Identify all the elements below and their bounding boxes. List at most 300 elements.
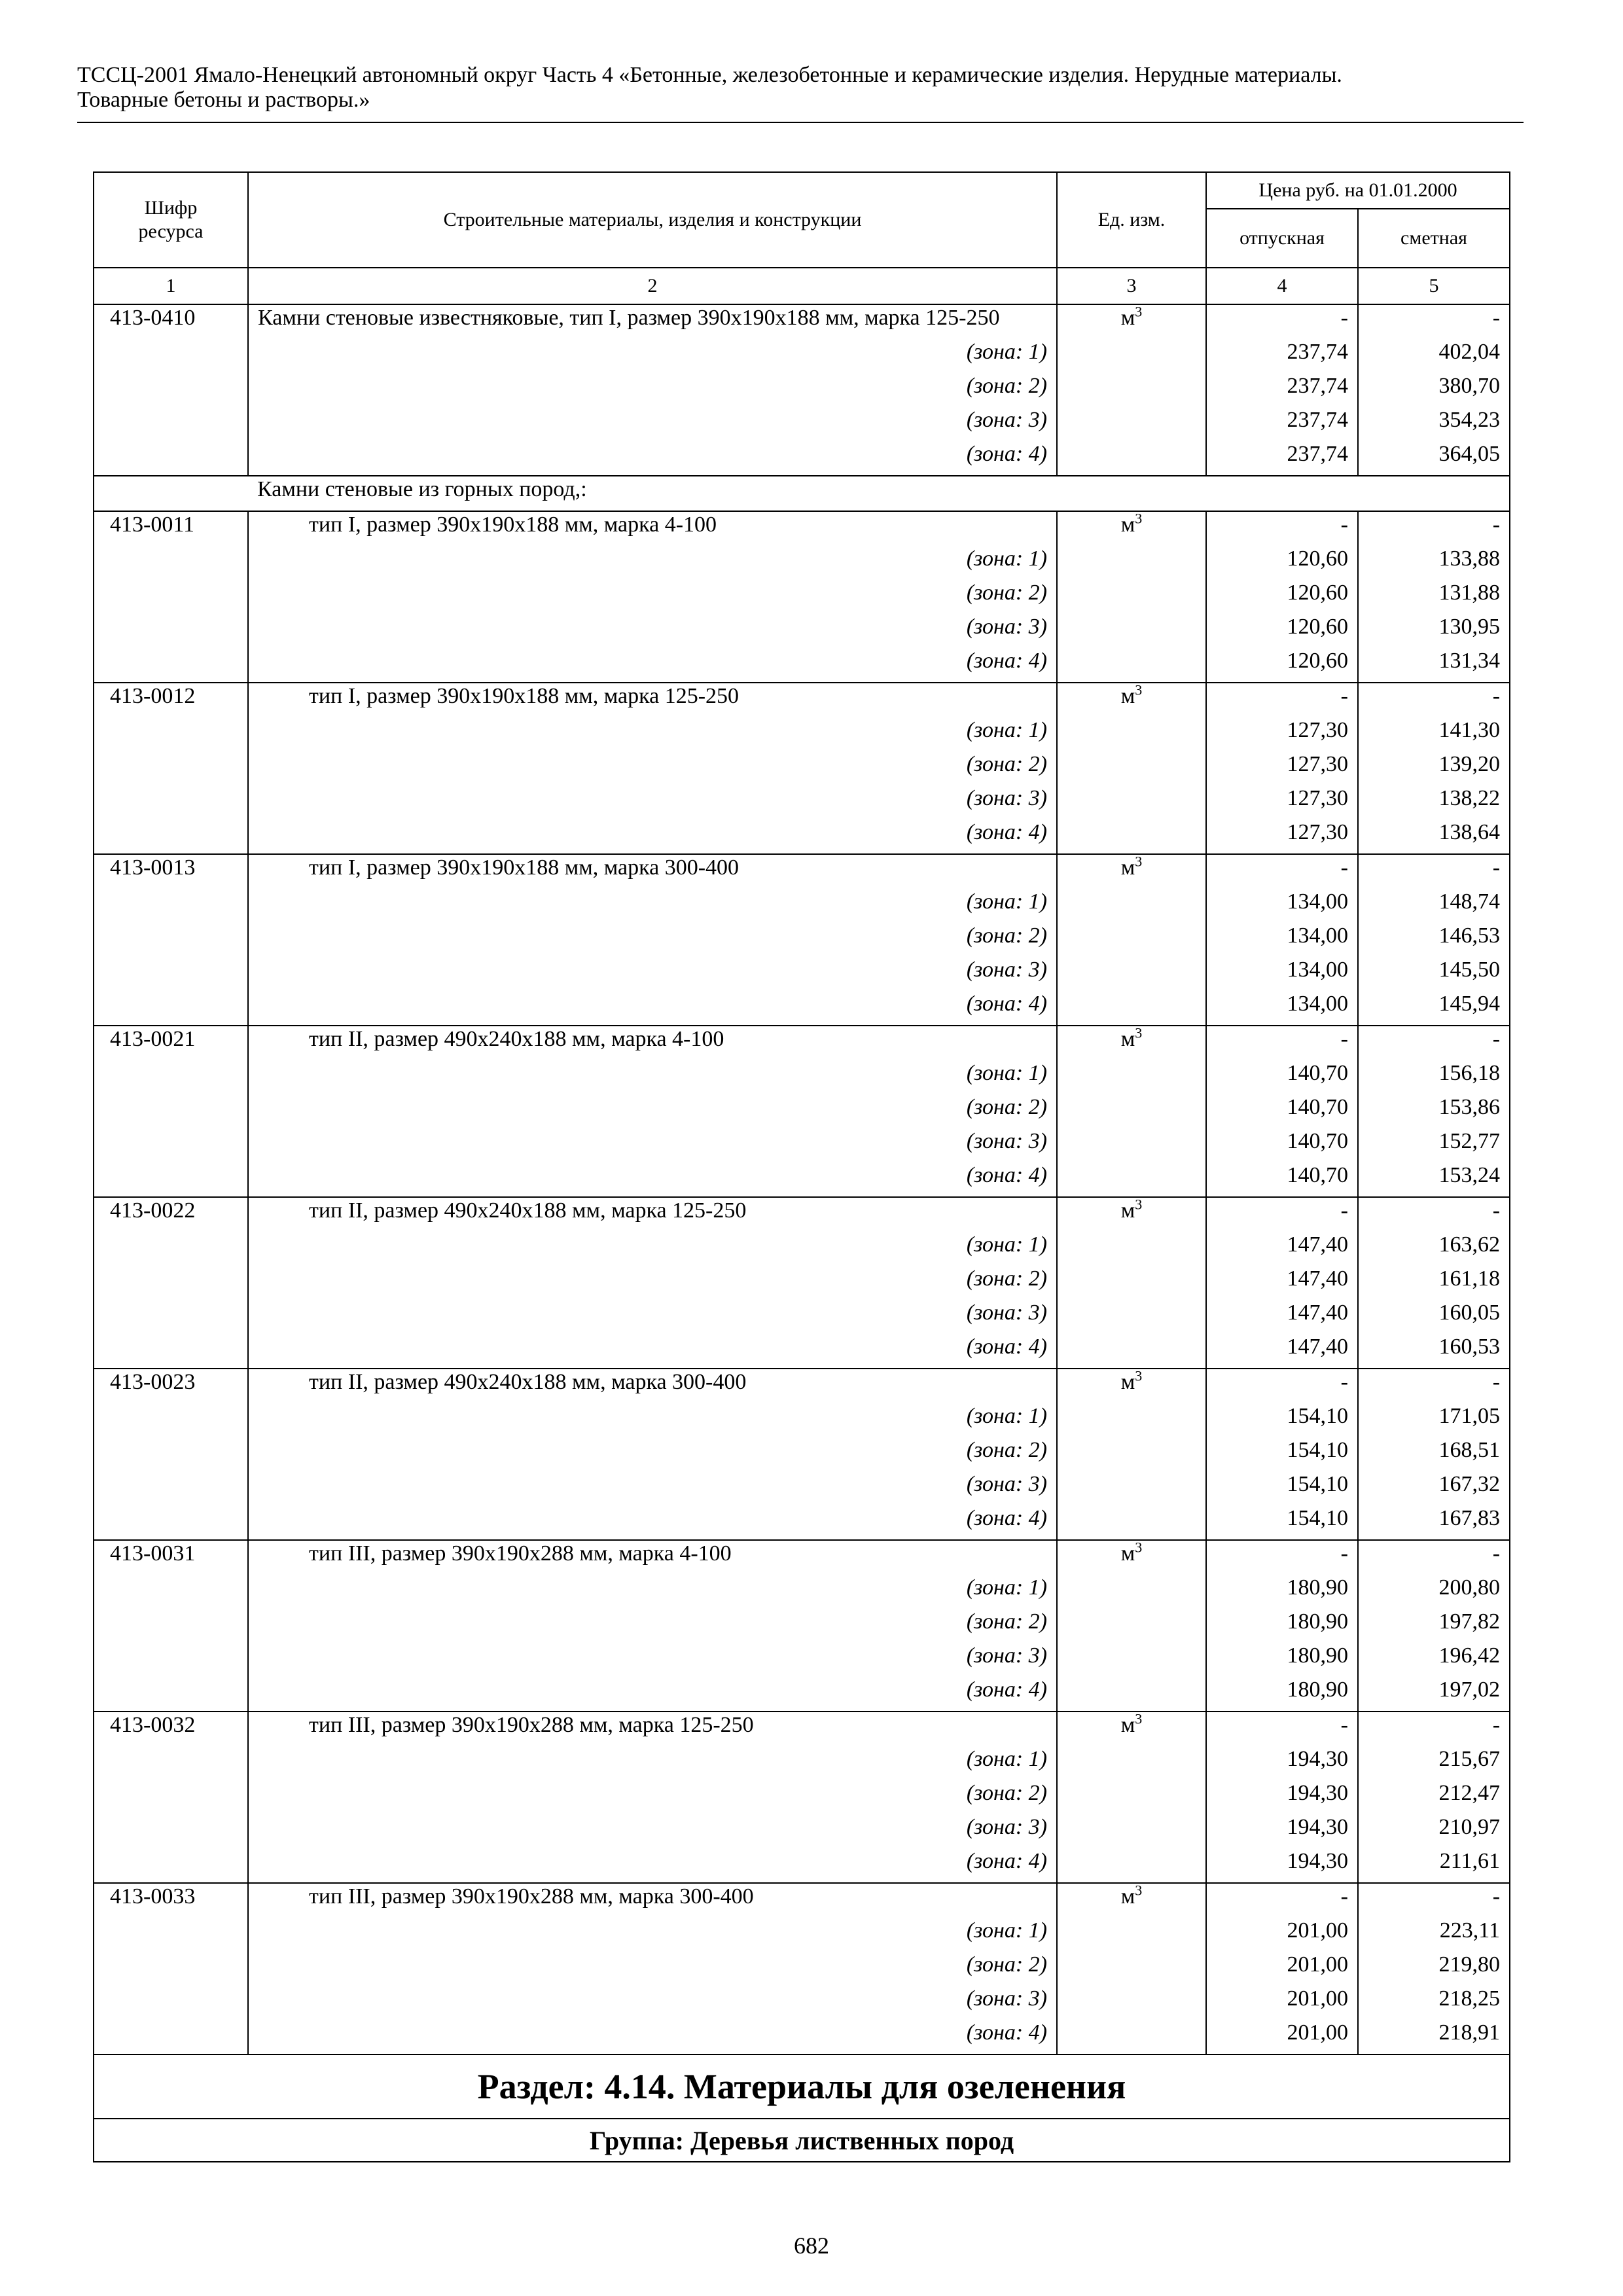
section-title: Раздел: 4.14. Материалы для озеленения [94,2054,1510,2119]
empty-code-cell [94,1232,248,1266]
estimate-price: - [1358,854,1510,889]
zone-label: (зона: 2) [248,1437,1057,1471]
zone-label: (зона: 3) [248,957,1057,991]
zone-label: (зона: 3) [248,1814,1057,1848]
zone-row [94,441,1510,476]
zone-row [94,1609,1510,1643]
material-name: тип II, размер 490х240х188 мм, марка 125-250 [248,1197,1057,1232]
empty-code-cell [94,1986,248,2020]
empty-unit-cell [1057,339,1206,373]
empty-code-cell [94,1403,248,1437]
zone-row [94,889,1510,923]
release-price: 180,90 [1206,1643,1358,1677]
estimate-price: 218,91 [1358,2020,1510,2054]
zone-label: (зона: 1) [248,546,1057,580]
unit-cell [1057,683,1206,717]
empty-unit-cell [1057,1232,1206,1266]
estimate-price: 171,05 [1358,1403,1510,1437]
zone-label: (зона: 2) [248,751,1057,785]
empty-code-cell [94,339,248,373]
release-price: 201,00 [1206,1952,1358,1986]
column-number: 4 [1206,268,1358,304]
empty-code-cell [94,1643,248,1677]
zone-label: (зона: 4) [248,1162,1057,1197]
zone-label: (зона: 2) [248,1094,1057,1128]
empty-unit-cell [1057,407,1206,441]
header-line-1: ТССЦ-2001 Ямало-Ненецкий автономный округ Часть 4 «Бетонные, железобетонные и керамические изделия. Нерудные материалы. [77,63,1342,87]
empty-code-cell [94,2020,248,2054]
zone-row [94,1266,1510,1300]
zone-label: (зона: 1) [248,717,1057,751]
zone-row [94,546,1510,580]
table-body [94,304,1510,2054]
empty-code-cell [94,1471,248,1505]
empty-unit-cell [1057,1266,1206,1300]
empty-code-cell [94,1918,248,1952]
empty-code-cell [94,1848,248,1883]
release-price: - [1206,1540,1358,1575]
estimate-price: 146,53 [1358,923,1510,957]
unit-power: 3 [1135,510,1143,527]
estimate-price: 168,51 [1358,1437,1510,1471]
zone-row [94,1403,1510,1437]
empty-unit-cell [1057,614,1206,648]
empty-unit-cell [1057,1848,1206,1883]
empty-unit-cell [1057,1334,1206,1369]
estimate-price: 131,34 [1358,648,1510,683]
estimate-price: 210,97 [1358,1814,1510,1848]
zone-label: (зона: 4) [248,819,1057,854]
zone-row [94,819,1510,854]
estimate-price: 138,22 [1358,785,1510,819]
release-price: 127,30 [1206,819,1358,854]
release-price: - [1206,854,1358,889]
empty-unit-cell [1057,1952,1206,1986]
empty-code-cell [94,1814,248,1848]
zone-row [94,1643,1510,1677]
estimate-price: 160,53 [1358,1334,1510,1369]
empty-unit-cell [1057,2020,1206,2054]
release-price: 154,10 [1206,1505,1358,1540]
empty-code-cell [94,957,248,991]
unit-cell [1057,1540,1206,1575]
empty-code-cell [94,819,248,854]
empty-unit-cell [1057,1575,1206,1609]
estimate-price: 141,30 [1358,717,1510,751]
zone-row [94,1918,1510,1952]
estimate-price: - [1358,683,1510,717]
release-price: - [1206,1712,1358,1746]
release-price: 194,30 [1206,1780,1358,1814]
unit-cell [1057,1026,1206,1060]
header-estimate-price: сметная [1358,209,1510,268]
resource-code: 413-0031 [94,1540,248,1575]
zone-label: (зона: 4) [248,991,1057,1026]
empty-code-cell [94,1677,248,1712]
empty-code-cell [94,1437,248,1471]
estimate-price: 145,50 [1358,957,1510,991]
unit-cell [1057,1883,1206,1918]
resource-code: 413-0013 [94,854,248,889]
release-price: 127,30 [1206,717,1358,751]
estimate-price: 130,95 [1358,614,1510,648]
unit-base: м [1120,1027,1135,1051]
zone-label: (зона: 4) [248,648,1057,683]
zone-label: (зона: 1) [248,1232,1057,1266]
zone-label: (зона: 2) [248,1952,1057,1986]
page-number: 682 [794,2233,829,2259]
unit-cell [1057,854,1206,889]
empty-unit-cell [1057,991,1206,1026]
empty-code-cell [94,991,248,1026]
zone-row [94,1814,1510,1848]
zone-row [94,1060,1510,1094]
zone-label: (зона: 1) [248,1403,1057,1437]
estimate-price: 200,80 [1358,1575,1510,1609]
table-row [94,1883,1510,1918]
column-number: 2 [248,268,1057,304]
zone-label: (зона: 2) [248,923,1057,957]
unit-cell [1057,1197,1206,1232]
zone-label: (зона: 2) [248,1609,1057,1643]
unit-base: м [1120,512,1135,537]
estimate-price: 211,61 [1358,1848,1510,1883]
empty-unit-cell [1057,1918,1206,1952]
empty-unit-cell [1057,819,1206,854]
zone-row [94,785,1510,819]
empty-code-cell [94,1780,248,1814]
empty-code-cell [94,1505,248,1540]
release-price: 154,10 [1206,1471,1358,1505]
estimate-price: 131,88 [1358,580,1510,614]
release-price: - [1206,1026,1358,1060]
zone-row [94,957,1510,991]
empty-code-cell [94,1266,248,1300]
unit-cell [1057,1712,1206,1746]
release-price: - [1206,1197,1358,1232]
zone-row [94,717,1510,751]
empty-unit-cell [1057,1300,1206,1334]
unit-power: 3 [1135,1539,1143,1556]
zone-row [94,1162,1510,1197]
zone-label: (зона: 4) [248,1334,1057,1369]
header-rule [77,122,1524,123]
resource-code: 413-0410 [94,304,248,339]
release-price: 147,40 [1206,1334,1358,1369]
estimate-price: 153,86 [1358,1094,1510,1128]
release-price: 147,40 [1206,1232,1358,1266]
zone-row [94,1848,1510,1883]
release-price: 154,10 [1206,1403,1358,1437]
empty-unit-cell [1057,1471,1206,1505]
empty-unit-cell [1057,1128,1206,1162]
header-unit: Ед. изм. [1057,172,1206,268]
table-row [94,304,1510,339]
zone-label: (зона: 1) [248,1575,1057,1609]
unit-base: м [1120,684,1135,708]
empty-unit-cell [1057,1162,1206,1197]
zone-row [94,1232,1510,1266]
release-price: 237,74 [1206,373,1358,407]
zone-row [94,1128,1510,1162]
zone-row [94,1986,1510,2020]
estimate-price: 380,70 [1358,373,1510,407]
zone-row [94,1300,1510,1334]
release-price: 140,70 [1206,1162,1358,1197]
zone-label: (зона: 3) [248,1643,1057,1677]
empty-code-cell [94,1334,248,1369]
zone-row [94,339,1510,373]
release-price: 180,90 [1206,1609,1358,1643]
estimate-price: 153,24 [1358,1162,1510,1197]
release-price: 134,00 [1206,889,1358,923]
release-price: 237,74 [1206,339,1358,373]
empty-code-cell [94,923,248,957]
empty-code-cell [94,751,248,785]
empty-code-cell [94,889,248,923]
estimate-price: - [1358,1369,1510,1403]
empty-code-cell [94,1746,248,1780]
estimate-price: 160,05 [1358,1300,1510,1334]
group-heading-row [94,476,1510,511]
estimate-price: 161,18 [1358,1266,1510,1300]
group-code-cell [94,476,248,511]
empty-code-cell [94,1952,248,1986]
unit-base: м [1120,1541,1135,1566]
material-name: тип II, размер 490х240х188 мм, марка 4-100 [248,1026,1057,1060]
empty-code-cell [94,1162,248,1197]
empty-unit-cell [1057,1094,1206,1128]
empty-unit-cell [1057,957,1206,991]
unit-power: 3 [1135,1710,1143,1727]
table-row [94,1369,1510,1403]
zone-row [94,373,1510,407]
zone-label: (зона: 3) [248,1471,1057,1505]
empty-unit-cell [1057,923,1206,957]
unit-power: 3 [1135,1367,1143,1384]
release-price: 120,60 [1206,580,1358,614]
estimate-price: 219,80 [1358,1952,1510,1986]
header-price: Цена руб. на 01.01.2000 [1206,172,1510,209]
table-row [94,854,1510,889]
estimate-price: 163,62 [1358,1232,1510,1266]
header-release-price: отпускная [1206,209,1358,268]
estimate-price: 156,18 [1358,1060,1510,1094]
empty-unit-cell [1057,1060,1206,1094]
estimate-price: 212,47 [1358,1780,1510,1814]
unit-base: м [1120,1713,1135,1737]
release-price: - [1206,304,1358,339]
resource-code: 413-0021 [94,1026,248,1060]
estimate-price: - [1358,1540,1510,1575]
release-price: 180,90 [1206,1575,1358,1609]
release-price: 201,00 [1206,1986,1358,2020]
unit-base: м [1120,1198,1135,1223]
estimate-price: 215,67 [1358,1746,1510,1780]
release-price: 120,60 [1206,614,1358,648]
column-number: 3 [1057,268,1206,304]
estimate-price: 152,77 [1358,1128,1510,1162]
zone-label: (зона: 4) [248,1505,1057,1540]
zone-label: (зона: 3) [248,614,1057,648]
empty-unit-cell [1057,717,1206,751]
release-price: 154,10 [1206,1437,1358,1471]
empty-unit-cell [1057,373,1206,407]
zone-row [94,751,1510,785]
empty-unit-cell [1057,1437,1206,1471]
unit-power: 3 [1135,853,1143,870]
material-name: тип I, размер 390х190х188 мм, марка 125-250 [248,683,1057,717]
unit-cell [1057,511,1206,546]
empty-unit-cell [1057,546,1206,580]
estimate-price: 197,02 [1358,1677,1510,1712]
empty-unit-cell [1057,1814,1206,1848]
zone-label: (зона: 4) [248,441,1057,476]
estimate-price: - [1358,1712,1510,1746]
section-row [94,2054,1510,2119]
empty-code-cell [94,785,248,819]
unit-power: 3 [1135,681,1143,698]
unit-cell [1057,304,1206,339]
release-price: 134,00 [1206,991,1358,1026]
estimate-price: 138,64 [1358,819,1510,854]
material-name: тип III, размер 390х190х288 мм, марка 300-400 [248,1883,1057,1918]
empty-unit-cell [1057,441,1206,476]
material-name: тип III, размер 390х190х288 мм, марка 125-250 [248,1712,1057,1746]
estimate-price: 167,32 [1358,1471,1510,1505]
empty-unit-cell [1057,1780,1206,1814]
unit-base: м [1120,1884,1135,1909]
zone-row [94,1575,1510,1609]
release-price: 147,40 [1206,1300,1358,1334]
empty-code-cell [94,580,248,614]
empty-code-cell [94,546,248,580]
empty-code-cell [94,1060,248,1094]
zone-row [94,1746,1510,1780]
release-price: 134,00 [1206,923,1358,957]
unit-cell [1057,1369,1206,1403]
empty-code-cell [94,717,248,751]
release-price: 201,00 [1206,2020,1358,2054]
empty-code-cell [94,1575,248,1609]
zone-label: (зона: 2) [248,580,1057,614]
release-price: 140,70 [1206,1094,1358,1128]
unit-base: м [1120,1370,1135,1394]
zone-label: (зона: 1) [248,1918,1057,1952]
estimate-price: 354,23 [1358,407,1510,441]
release-price: - [1206,511,1358,546]
empty-code-cell [94,407,248,441]
unit-power: 3 [1135,303,1143,320]
estimate-price: 145,94 [1358,991,1510,1026]
empty-unit-cell [1057,648,1206,683]
zone-label: (зона: 1) [248,1746,1057,1780]
group-title: Группа: Деревья лиственных пород [94,2119,1510,2162]
unit-power: 3 [1135,1196,1143,1213]
release-price: 201,00 [1206,1918,1358,1952]
empty-unit-cell [1057,751,1206,785]
header-name: Строительные материалы, изделия и конструкции [248,172,1057,268]
table-row [94,1026,1510,1060]
empty-unit-cell [1057,785,1206,819]
release-price: 194,30 [1206,1746,1358,1780]
zone-row [94,580,1510,614]
zone-label: (зона: 1) [248,1060,1057,1094]
zone-row [94,2020,1510,2054]
empty-unit-cell [1057,1609,1206,1643]
resource-code: 413-0012 [94,683,248,717]
header-code: Шифр ресурса [94,172,248,268]
column-number: 5 [1358,268,1510,304]
zone-row [94,1505,1510,1540]
zone-label: (зона: 2) [248,373,1057,407]
estimate-price: 218,25 [1358,1986,1510,2020]
release-price: 194,30 [1206,1814,1358,1848]
release-price: 147,40 [1206,1266,1358,1300]
release-price: 127,30 [1206,751,1358,785]
empty-code-cell [94,1300,248,1334]
empty-unit-cell [1057,1677,1206,1712]
release-price: 237,74 [1206,441,1358,476]
release-price: - [1206,1369,1358,1403]
table-row [94,511,1510,546]
table-row [94,1712,1510,1746]
column-number-row [94,268,1510,304]
zone-row [94,1471,1510,1505]
zone-row [94,648,1510,683]
estimate-price: 167,83 [1358,1505,1510,1540]
unit-base: м [1120,306,1135,330]
empty-unit-cell [1057,1643,1206,1677]
empty-code-cell [94,1128,248,1162]
empty-unit-cell [1057,580,1206,614]
unit-base: м [1120,855,1135,880]
zone-row [94,1677,1510,1712]
resource-code: 413-0033 [94,1883,248,1918]
release-price: 127,30 [1206,785,1358,819]
zone-label: (зона: 4) [248,1677,1057,1712]
zone-label: (зона: 1) [248,339,1057,373]
zone-row [94,614,1510,648]
zone-row [94,923,1510,957]
zone-label: (зона: 4) [248,2020,1057,2054]
empty-code-cell [94,614,248,648]
release-price: - [1206,683,1358,717]
zone-label: (зона: 3) [248,407,1057,441]
group-heading: Камни стеновые из горных пород,: [248,476,1510,511]
estimate-price: - [1358,1883,1510,1918]
zone-row [94,1437,1510,1471]
estimate-price: 364,05 [1358,441,1510,476]
material-name: тип I, размер 390х190х188 мм, марка 300-400 [248,854,1057,889]
estimate-price: 133,88 [1358,546,1510,580]
zone-label: (зона: 2) [248,1780,1057,1814]
unit-power: 3 [1135,1882,1143,1899]
column-number: 1 [94,268,248,304]
release-price: 180,90 [1206,1677,1358,1712]
empty-code-cell [94,648,248,683]
group-row [94,2119,1510,2162]
release-price: 194,30 [1206,1848,1358,1883]
estimate-price: - [1358,1197,1510,1232]
release-price: 120,60 [1206,546,1358,580]
material-name: Камни стеновые известняковые, тип I, размер 390х190х188 мм, марка 125-250 [248,304,1057,339]
zone-label: (зона: 1) [248,889,1057,923]
zone-label: (зона: 3) [248,1986,1057,2020]
zone-label: (зона: 3) [248,1128,1057,1162]
empty-unit-cell [1057,1986,1206,2020]
empty-code-cell [94,373,248,407]
